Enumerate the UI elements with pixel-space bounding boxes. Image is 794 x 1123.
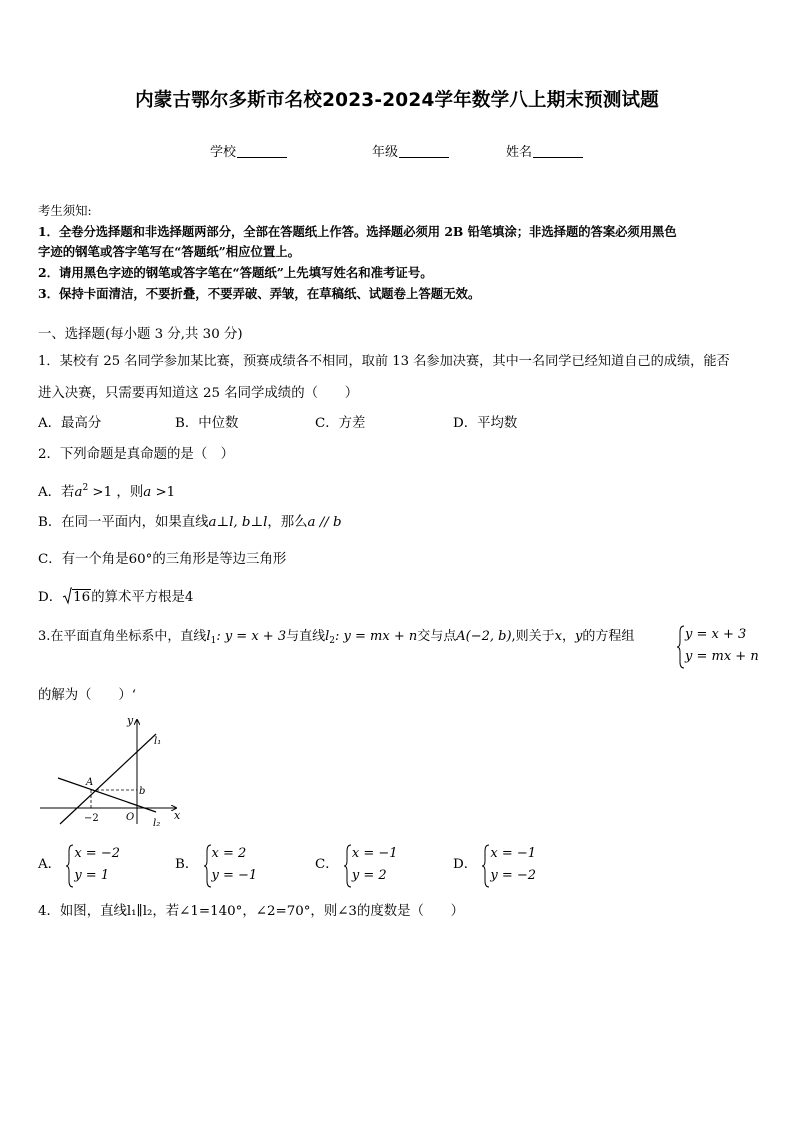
q2-b-mid: ，那么 (267, 515, 308, 530)
q3-b-row2: y = −1 (211, 868, 258, 883)
q3-c-row1: x = −1 (351, 846, 398, 861)
q3-equation-system (676, 624, 759, 668)
q3-l1-sub: 1 (210, 636, 217, 646)
q2-option-a (38, 478, 175, 503)
q2-a-var: a (74, 485, 83, 500)
q3-a-label: A． (38, 857, 62, 872)
school-blank (237, 145, 287, 158)
origin-label: O (126, 812, 135, 823)
name-label: 姓名 (506, 145, 533, 160)
school-label: 学校 (210, 145, 237, 160)
q1-option-a: A．最高分 (38, 416, 102, 431)
q3-b-label: B． (175, 857, 199, 872)
q3-d-row2: y = −2 (490, 868, 537, 883)
brace-icon (343, 843, 352, 889)
grade-field (372, 141, 449, 160)
sqrt-symbol (62, 587, 91, 608)
section-heading: 一、选择题(每小题 3 分,共 30 分) (38, 327, 243, 342)
q2-option-b (38, 513, 342, 533)
q3-p2: 与直线 (286, 629, 326, 644)
brace-icon (481, 843, 490, 889)
q3-l2-sub: 2 (329, 636, 336, 646)
radicand: 16 (73, 590, 91, 605)
notice-item-3: 3．保持卡面清洁，不要折叠，不要弄破、弄皱，在草稿纸、试题卷上答题无效。 (38, 286, 481, 301)
q3-d-label: D． (453, 857, 478, 872)
school-field (210, 141, 287, 160)
q1-stem-line1: 1．某校有 25 名同学参加某比赛，预赛成绩各不相同，取前 13 名参加决赛，其中一名同学已经知道自己的成绩，能否 (38, 354, 730, 369)
q2-b-prefix: B．在同一平面内，如果直线 (38, 515, 209, 530)
q3-c-label: C． (315, 857, 339, 872)
q3-system-row2: y = mx + n (685, 649, 759, 664)
notice-item-1-line2: 字迹的钢笔或答字笔写在“答题纸”相应位置上。 (38, 244, 301, 259)
q2-a-ineq2: >1 (151, 485, 176, 500)
q3-a-row2: y = 1 (74, 868, 110, 883)
q2-option-c: C．有一个角是60°的三角形是等边三角形 (38, 552, 287, 567)
q3-a-system (65, 843, 120, 887)
l1-label: l₁ (154, 736, 162, 747)
l2-label: l₂ (153, 818, 161, 828)
q3-eq2: : y = mx + n (335, 629, 418, 644)
q2-a-prefix: A．若 (38, 485, 75, 500)
q3-c-row2: y = 2 (351, 868, 387, 883)
q4-stem: 4．如图，直线l₁∥l₂，若∠1=140°，∠2=70°，则∠3的度数是（ ） (38, 904, 465, 919)
q3-option-c (315, 843, 398, 887)
y-axis-label: y (127, 714, 134, 727)
q3-graph (36, 712, 186, 828)
q2-d-prefix: D． (38, 590, 63, 605)
q3-system-row1: y = x + 3 (685, 627, 747, 642)
notice-heading: 考生须知: (38, 203, 92, 218)
q3-p5: ， (562, 629, 576, 644)
q1-option-d: D．平均数 (453, 416, 518, 431)
name-field (506, 141, 583, 160)
q3-option-a (38, 843, 120, 887)
q2-b-expr: a⊥l, b⊥l (208, 515, 268, 530)
q3-b-row1: x = 2 (211, 846, 247, 861)
q2-option-d (38, 587, 193, 608)
grade-label: 年级 (372, 145, 399, 160)
line-l1 (60, 734, 156, 824)
q3-p1: 3.在平面直角坐标系中，直线 (38, 629, 207, 644)
q1-stem-line2: 进入决赛，只需要再知道这 25 名同学成绩的（ ） (38, 386, 359, 401)
q3-p4: ,则关于 (511, 629, 555, 644)
q2-a-ineq: >1 ，则 (88, 485, 144, 500)
q2-stem: 2．下列命题是真命题的是（ ） (38, 447, 234, 462)
q3-d-system (481, 843, 536, 887)
q3-d-row1: x = −1 (490, 846, 537, 861)
q3-c-system (343, 843, 398, 887)
radical-sign-icon (62, 587, 72, 605)
q3-option-b (175, 843, 257, 887)
notice-item-1-line1: 1．全卷分选择题和非选择题两部分，全部在答题纸上作答。选择题必须用 2B 铅笔填涂；非选择题的答案必须用黑色 (38, 224, 677, 239)
q2-a-var2: a (143, 485, 152, 500)
minus-two-label: −2 (84, 813, 99, 824)
q3-b-system (203, 843, 258, 887)
point-a-label: A (86, 777, 94, 788)
q3-l2: l (325, 629, 330, 644)
brace-icon (203, 843, 212, 889)
q3-var-x: x (554, 629, 563, 644)
q3-stem-end: 的解为（ ）‘ (38, 688, 136, 703)
q3-p6: 的方程组 (582, 629, 635, 644)
q3-option-d (453, 843, 536, 887)
name-blank (533, 145, 583, 158)
brace-icon (676, 624, 685, 670)
q1-option-c: C．方差 (315, 416, 366, 431)
q2-d-suffix: 的算术平方根是4 (91, 590, 194, 605)
brace-icon (65, 843, 74, 889)
q3-stem (38, 627, 634, 651)
notice-item-2: 2．请用黑色字迹的钢笔或答字笔在“答题纸”上先填写姓名和准考证号。 (38, 265, 433, 280)
q3-a-row1: x = −2 (74, 846, 120, 861)
q3-l1: l (206, 629, 211, 644)
q2-a-exponent: 2 (82, 483, 89, 493)
b-label: b (139, 786, 146, 797)
q3-eq1: : y = x + 3 (216, 629, 287, 644)
q1-option-b: B．中位数 (175, 416, 239, 431)
page-title: 内蒙古鄂尔多斯市名校2023-2024学年数学八上期末预测试题 (135, 90, 659, 111)
q3-var-y: y (575, 629, 583, 644)
grade-blank (399, 145, 449, 158)
q2-b-expr2: a // b (307, 515, 342, 530)
q3-p3: 交与点 (417, 629, 457, 644)
x-axis-label: x (174, 809, 181, 822)
q3-point: A(−2, b) (456, 629, 512, 644)
